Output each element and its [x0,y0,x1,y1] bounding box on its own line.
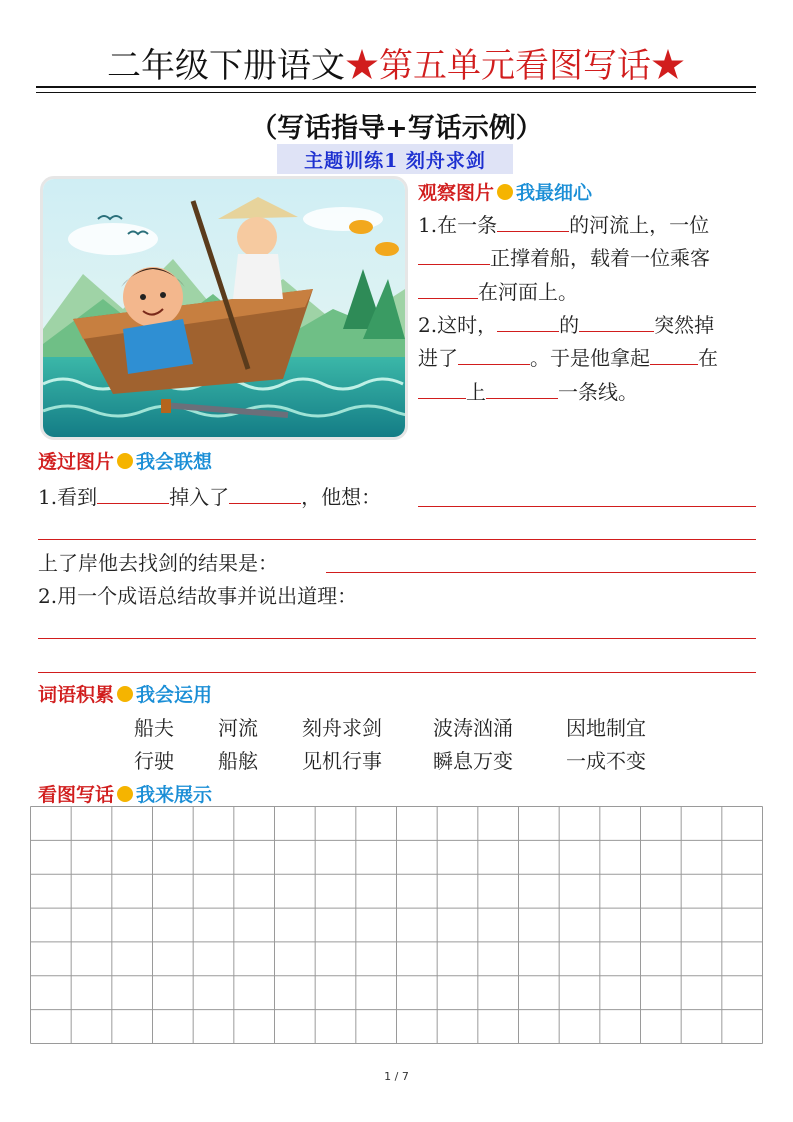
answer-line[interactable] [38,539,756,540]
observe-line-2 [418,242,710,275]
orange-dot-icon [497,184,513,200]
orange-dot-icon [117,786,133,802]
vocab-word: 见机行事 [302,749,382,773]
theme-label: 主题训练1 刻舟求剑 [304,150,486,172]
page-title [36,46,756,86]
answer-blank[interactable] [418,376,466,399]
section-imagine-title: 透过图片 [38,451,115,473]
text-segment: 。于是他拿起 [530,346,650,370]
section-imagine-subtitle: 我会联想 [136,451,213,473]
title-grade: 二年级下册语文 [107,46,345,86]
answer-blank[interactable] [229,481,301,504]
title-divider [36,86,756,88]
vocab-word: 瞬息万变 [433,749,513,773]
text-segment: 进了 [418,346,458,370]
section-imagine-heading [38,447,212,474]
section-observe-title: 观察图片 [418,182,495,204]
star-icon: ★ [651,46,685,86]
vocab-word: 行驶 [134,749,174,773]
text-segment: 1.看到 [38,485,98,509]
section-writing-subtitle: 我来展示 [136,784,213,806]
answer-blank[interactable] [579,309,654,332]
text-segment: 正撑着船，载着一位乘客 [490,246,710,270]
imagine-question-1 [38,481,381,510]
vocab-word: 船夫 [134,716,174,740]
vocab-word: 波涛汹涌 [433,716,513,740]
section-observe-heading [418,178,592,205]
title-divider-thin [36,92,756,93]
observe-line-1 [418,209,709,242]
section-observe-subtitle: 我最细心 [516,182,593,204]
answer-blank[interactable] [97,481,169,504]
text-segment: 的河流上，一位 [569,213,710,237]
star-icon: ★ [345,46,379,86]
text-segment: 在河面上。 [478,280,578,304]
text-segment: 1.在一条 [418,213,498,237]
observe-line-3 [418,276,578,309]
text-segment: 在 [698,346,718,370]
text-segment: 上 [466,380,486,404]
orange-dot-icon [117,686,133,702]
section-writing-title: 看图写话 [38,784,115,806]
answer-line[interactable] [38,638,756,639]
text-segment: ，他想： [301,485,382,509]
section-writing-heading [38,780,212,807]
observe-line-4 [418,309,714,342]
observe-line-5 [418,342,718,375]
answer-line[interactable] [38,672,756,673]
imagine-question-3: 2.用一个成语总结故事并说出道理： [38,584,358,608]
imagine-question-2: 上了岸他去找剑的结果是： [38,551,278,575]
answer-blank[interactable] [458,342,530,365]
answer-blank[interactable] [497,209,569,232]
section-vocab-title: 词语积累 [38,684,115,706]
page-subtitle: （写话指导+写话示例） [250,113,543,144]
answer-line[interactable] [418,506,756,507]
vocab-word: 刻舟求剑 [302,716,382,740]
writing-grid[interactable] [30,806,763,1044]
vocab-word: 一成不变 [566,749,646,773]
section-vocab-heading [38,680,212,707]
vocab-word: 船舷 [218,749,258,773]
answer-blank[interactable] [497,309,559,332]
vocab-word: 河流 [218,716,258,740]
answer-blank[interactable] [650,342,698,365]
section-vocab-subtitle: 我会运用 [136,684,213,706]
answer-blank[interactable] [418,242,490,265]
answer-line[interactable] [326,572,756,573]
text-segment: 突然掉 [654,313,715,337]
orange-dot-icon [117,453,133,469]
story-illustration [40,176,408,440]
text-segment: 一条线。 [558,380,638,404]
text-segment: 的 [559,313,580,337]
page-number: 1 / 7 [384,1070,409,1083]
text-segment: 掉入了 [169,485,230,509]
vocab-word: 因地制宜 [566,716,646,740]
observe-line-6 [418,376,638,409]
answer-blank[interactable] [418,276,478,299]
text-segment: 2.这时， [418,313,498,337]
answer-blank[interactable] [486,376,558,399]
title-unit: 第五单元看图写话 [379,46,651,86]
